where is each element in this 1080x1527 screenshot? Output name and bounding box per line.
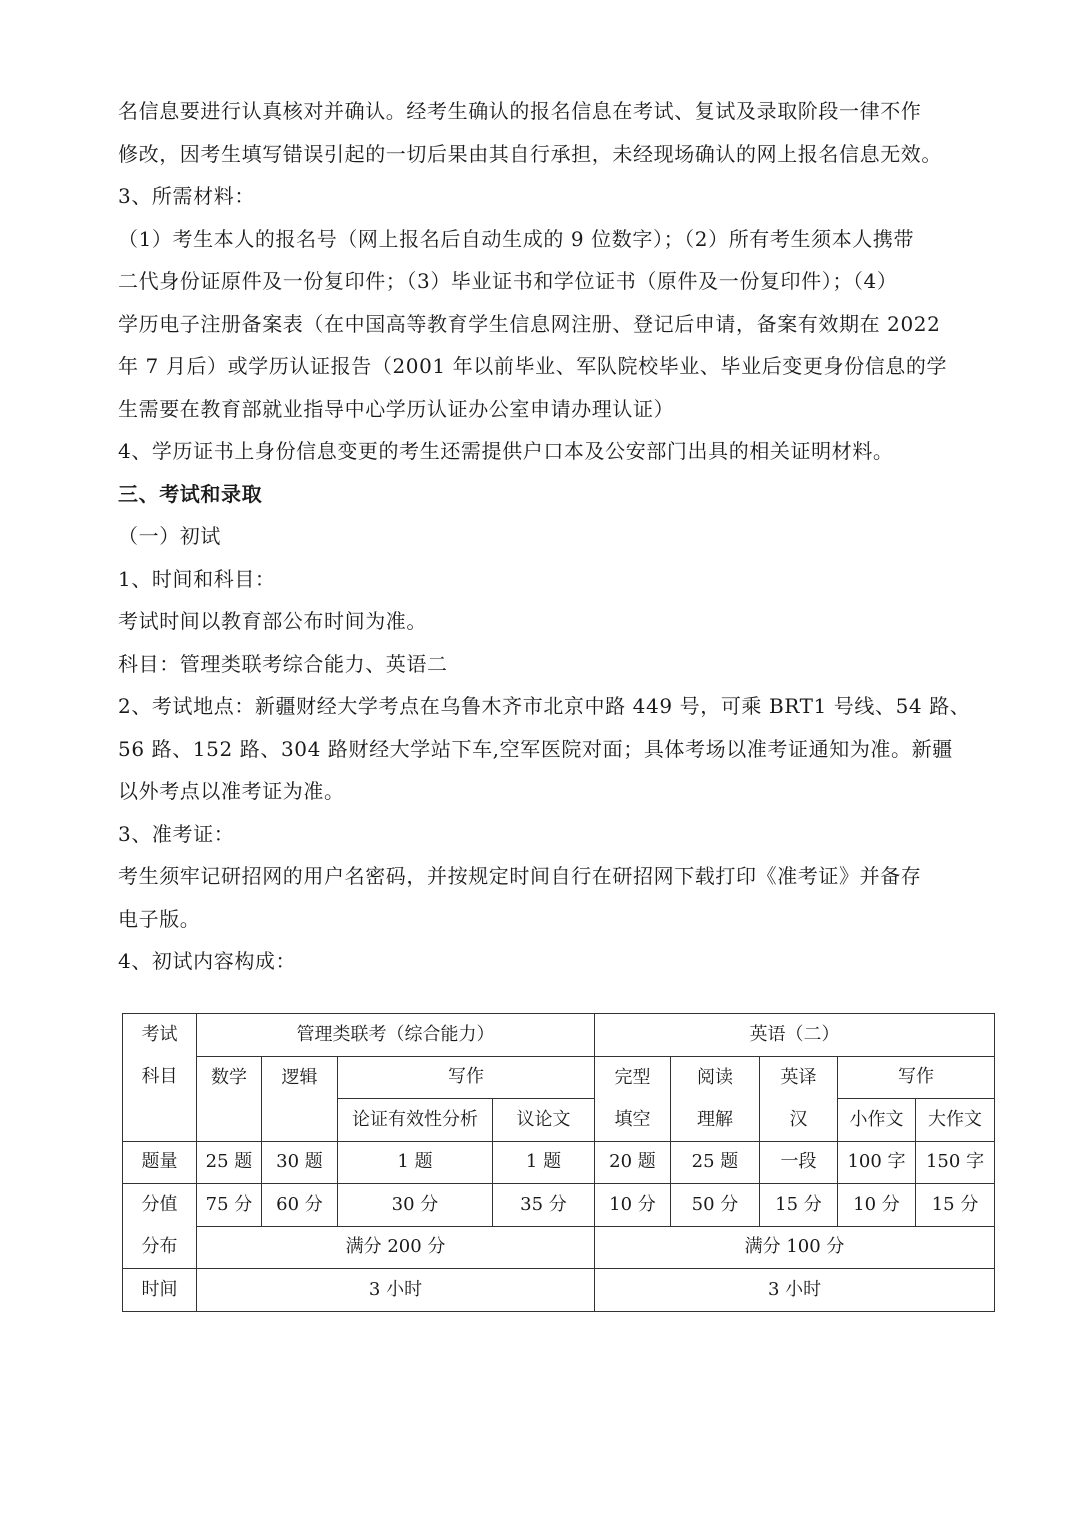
table-cell: 100 字 xyxy=(838,1141,916,1184)
paragraph-line: 考试时间以教育部公布时间为准。 xyxy=(118,609,427,633)
table-cell: 25 题 xyxy=(671,1141,760,1184)
table-row xyxy=(123,1141,995,1184)
table-cell: 30 分 xyxy=(338,1184,493,1227)
paragraph-line: 学历电子注册备案表（在中国高等教育学生信息网注册、登记后申请，备案有效期在 2022 xyxy=(118,311,941,336)
table-cell: 满分 100 分 xyxy=(595,1226,995,1269)
table-cell xyxy=(760,1056,838,1141)
row-label-cell: 时间 xyxy=(123,1269,197,1312)
paragraph-line: 二代身份证原件及一份复印件；（3）毕业证书和学位证书（原件及一份复印件）；（4） xyxy=(118,269,898,293)
eng-header-cell: 英语（二） xyxy=(595,1014,995,1057)
paragraph-line: 生需要在教育部就业指导中心学历认证办公室申请办理认证） xyxy=(118,396,675,421)
table-cell: 1 题 xyxy=(493,1141,595,1184)
paragraph-line: 1、时间和科目： xyxy=(118,566,276,591)
section-heading: 三、考试和录取 xyxy=(118,481,263,506)
paragraph-line: 4、学历证书上身份信息变更的考生还需提供户口本及公安部门出具的相关证明材料。 xyxy=(118,439,894,463)
paragraph-line: 3、所需材料： xyxy=(118,184,255,208)
table-cell xyxy=(595,1056,671,1141)
paragraph-line: 以外考点以准考证为准。 xyxy=(118,779,345,803)
table-cell: 20 题 xyxy=(595,1141,671,1184)
cell-line: 理解 xyxy=(697,1108,733,1130)
table-cell: 3 小时 xyxy=(197,1269,595,1312)
table-cell: 小作文 xyxy=(838,1099,916,1142)
table-cell xyxy=(123,1099,197,1142)
table-cell: 50 分 xyxy=(671,1184,760,1227)
table-cell: 科目 xyxy=(123,1056,197,1099)
table-row xyxy=(123,1184,995,1227)
paragraph-line: 考生须牢记研招网的用户名密码，并按规定时间自行在研招网下载打印《准考证》并备存 xyxy=(118,864,922,888)
paragraph-line: 56 路、152 路、304 路财经大学站下车,空军医院对面；具体考场以准考证通知为准。新疆 xyxy=(118,736,953,761)
table-cell: 150 字 xyxy=(916,1141,995,1184)
table-cell: 逻辑 xyxy=(262,1056,338,1141)
table-cell: 议论文 xyxy=(493,1099,595,1142)
table-cell: 15 分 xyxy=(916,1184,995,1227)
table-row xyxy=(123,1269,995,1312)
cell-line: 填空 xyxy=(614,1108,651,1130)
mgmt-header-cell: 管理类联考（综合能力） xyxy=(197,1014,595,1057)
paragraph-line: 科目：管理类联考综合能力、英语二 xyxy=(118,651,448,676)
row-label-cell: 题量 xyxy=(123,1141,197,1184)
paragraph-line: 电子版。 xyxy=(118,906,201,931)
table-cell: 10 分 xyxy=(595,1184,671,1227)
table-cell: 10 分 xyxy=(838,1184,916,1227)
paragraph-line: 2、考试地点：新疆财经大学考点在乌鲁木齐市北京中路 449 号，可乘 BRT1 号线、54 路、 xyxy=(118,694,971,718)
row-label-cell: 分值 xyxy=(123,1184,197,1227)
body-text xyxy=(118,90,971,983)
table-cell: 大作文 xyxy=(916,1099,995,1142)
paragraph-line: （1）考生本人的报名号（网上报名后自动生成的 9 位数字）；（2）所有考生须本人携带 xyxy=(118,226,915,251)
table-row xyxy=(123,1014,995,1057)
cell-line: 完型 xyxy=(614,1066,651,1088)
table-row xyxy=(123,1226,995,1269)
table-cell: 60 分 xyxy=(262,1184,338,1227)
cell-line: 阅读 xyxy=(697,1066,733,1088)
paragraph-line: 4、初试内容构成： xyxy=(118,949,297,973)
cell-line: 汉 xyxy=(789,1108,808,1130)
table-cell: 15 分 xyxy=(760,1184,838,1227)
table-cell: 满分 200 分 xyxy=(197,1226,595,1269)
table-cell: 写作 xyxy=(838,1056,995,1099)
table-cell: 30 题 xyxy=(262,1141,338,1184)
table-cell: 25 题 xyxy=(197,1141,262,1184)
table-cell: 3 小时 xyxy=(595,1269,995,1312)
paragraph-line: 年 7 月后）或学历认证报告（2001 年以前毕业、军队院校毕业、毕业后变更身份信息的学 xyxy=(118,354,948,378)
row-label-cell: 分布 xyxy=(123,1226,197,1269)
paragraph-line: 修改，因考生填写错误引起的一切后果由其自行承担，未经现场确认的网上报名信息无效。 xyxy=(118,141,942,166)
table-cell: 考试 xyxy=(123,1014,197,1057)
table-cell: 35 分 xyxy=(493,1184,595,1227)
table-cell: 75 分 xyxy=(197,1184,262,1227)
subsection-heading: （一）初试 xyxy=(118,524,221,548)
table-cell: 论证有效性分析 xyxy=(338,1099,493,1142)
exam-structure-table xyxy=(122,1013,995,1312)
table-cell: 一段 xyxy=(760,1141,838,1184)
paragraph-line: 3、准考证： xyxy=(118,821,235,846)
table-cell: 1 题 xyxy=(338,1141,493,1184)
table-cell xyxy=(671,1056,760,1141)
paragraph-line: 名信息要进行认真核对并确认。经考生确认的报名信息在考试、复试及录取阶段一律不作 xyxy=(118,99,922,123)
cell-line: 英译 xyxy=(780,1066,817,1088)
table-row xyxy=(123,1056,995,1099)
table-cell: 数学 xyxy=(197,1056,262,1141)
table-cell: 写作 xyxy=(338,1056,595,1099)
